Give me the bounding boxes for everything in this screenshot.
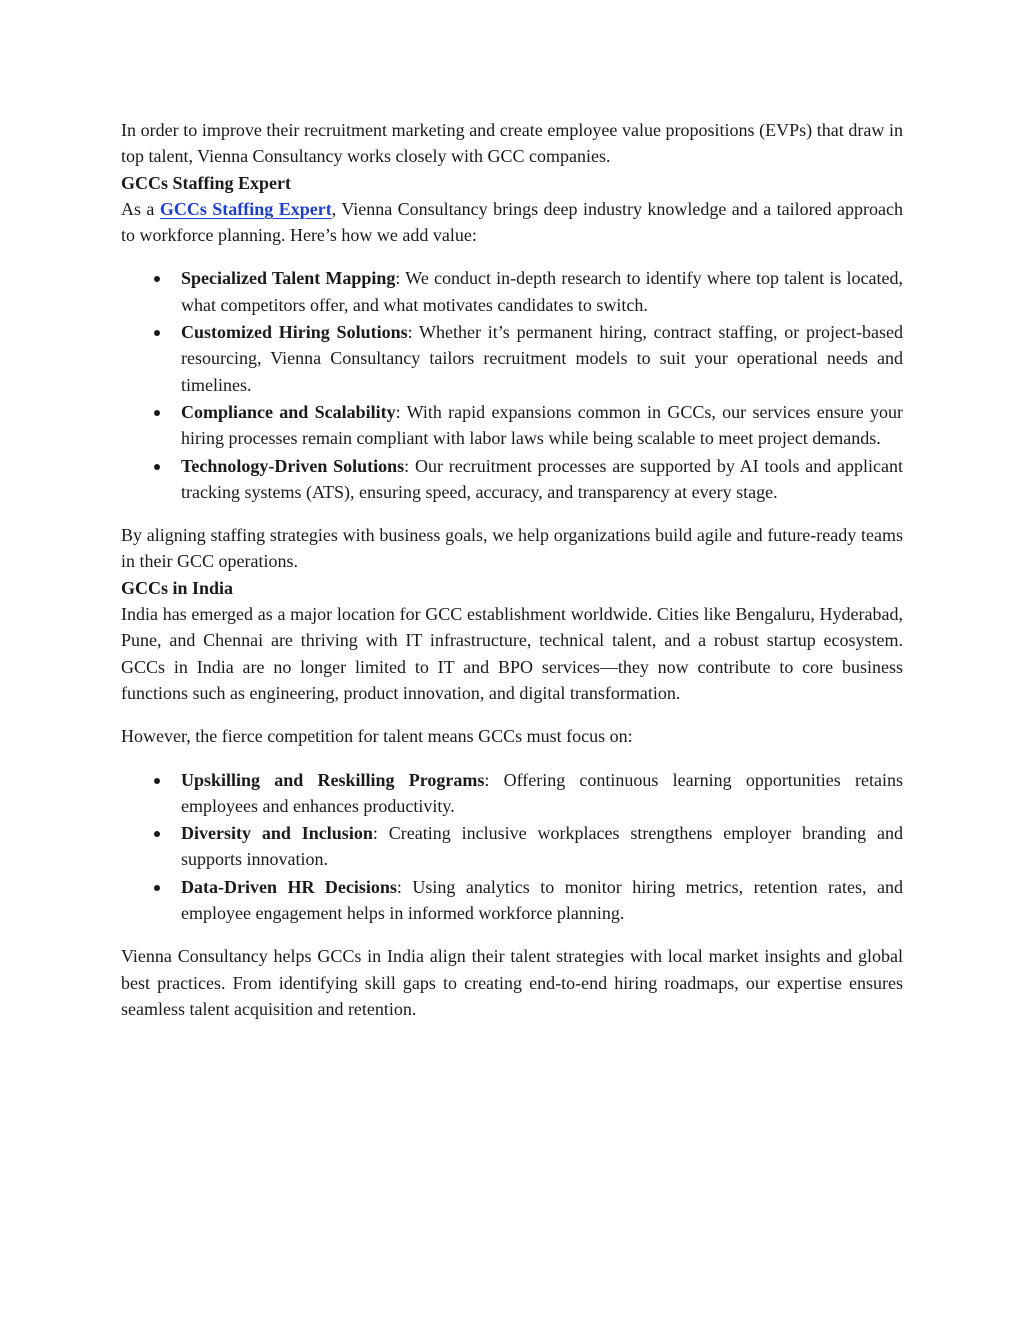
- value-bullet-list: [121, 265, 903, 505]
- bullet-title: Compliance and Scalability: [181, 401, 396, 422]
- bullet-text: : Using analytics to monitor hiring metrics, retention rates, and employee engagement helps in informed workforce planning.: [181, 876, 903, 924]
- bullet-icon: [154, 410, 160, 416]
- bullet-title: Customized Hiring Solutions: [181, 322, 408, 343]
- staffing-expert-lead-paragraph: [121, 196, 903, 249]
- gccs-staffing-expert-link[interactable]: GCCs Staffing Expert: [159, 198, 332, 219]
- bullet-text: : Our recruitment processes are supported by AI tools and applicant tracking systems (ATS), ensuring speed, accuracy, and transparency at every stage.: [181, 455, 903, 502]
- list-item: [121, 767, 903, 820]
- bullet-title: Technology-Driven Solutions: [181, 455, 405, 476]
- bullet-text: : Creating inclusive workplaces strengthens employer branding and supports innovation.: [181, 823, 903, 870]
- bullet-text: : With rapid expansions common in GCCs, our services ensure your hiring processes remain compliant with labor laws while being scalable to meet project demands.: [181, 401, 903, 449]
- section-heading-staffing-expert: GCCs Staffing Expert: [121, 172, 291, 193]
- list-item: [121, 453, 903, 506]
- bullet-icon: [154, 885, 160, 891]
- india-body-paragraph: India has emerged as a major location for GCC establishment worldwide. Cities like Bengaluru, Hyderabad, Pune, and Chennai are thriving with IT infrastructure, technical talent, and a robust startup ecosystem. GCCs in India are no longer limited to IT and BPO services—they now contribute to core business functions such as engineering, product innovation, and digital transformation.: [121, 604, 903, 703]
- lead-prefix: As a: [121, 198, 160, 219]
- staffing-closing-paragraph: By aligning staffing strategies with business goals, we help organizations build agile and future-ready teams in their GCC operations.: [121, 525, 903, 572]
- bullet-title: Diversity and Inclusion: [181, 823, 373, 844]
- list-item: [121, 399, 903, 452]
- lead-suffix: , Vienna Consultancy brings deep industry knowledge and a tailored approach to workforce planning. Here’s how we add value:: [121, 198, 904, 246]
- bullet-icon: [154, 330, 160, 336]
- list-item: [121, 319, 903, 398]
- intro-paragraph: In order to improve their recruitment marketing and create employee value propositions (EVPs) that draw in top talent, Vienna Consultancy works closely with GCC companies.: [121, 120, 903, 167]
- section-heading-gccs-india: GCCs in India: [121, 577, 234, 598]
- list-item: [121, 820, 903, 873]
- focus-bullet-list: [121, 767, 903, 927]
- india-closing-paragraph: Vienna Consultancy helps GCCs in India align their talent strategies with local market insights and global best practices. From identifying skill gaps to creating end-to-end hiring roadmaps, our expertise ensures seamless talent acquisition and retention.: [121, 946, 903, 1019]
- bullet-icon: [154, 276, 160, 282]
- focus-intro-paragraph: However, the fierce competition for talent means GCCs must focus on:: [121, 726, 633, 747]
- bullet-text: : Whether it’s permanent hiring, contract staffing, or project-based resourcing, Vienna Consultancy tailors recruitment models to suit your operational needs and timelines.: [181, 322, 903, 395]
- bullet-text: : Offering continuous learning opportunities retains employees and enhances productivity.: [181, 769, 903, 816]
- document-page: [121, 117, 903, 1022]
- bullet-title: Data-Driven HR Decisions: [181, 876, 397, 897]
- bullet-title: Upskilling and Reskilling Programs: [181, 769, 485, 790]
- bullet-icon: [154, 464, 160, 470]
- bullet-icon: [154, 778, 160, 784]
- bullet-title: Specialized Talent Mapping: [181, 268, 396, 289]
- bullet-icon: [154, 831, 160, 837]
- list-item: [121, 265, 903, 318]
- list-item: [121, 874, 903, 927]
- bullet-text: : We conduct in-depth research to identify where top talent is located, what competitors offer, and what motivates candidates to switch.: [181, 268, 904, 315]
